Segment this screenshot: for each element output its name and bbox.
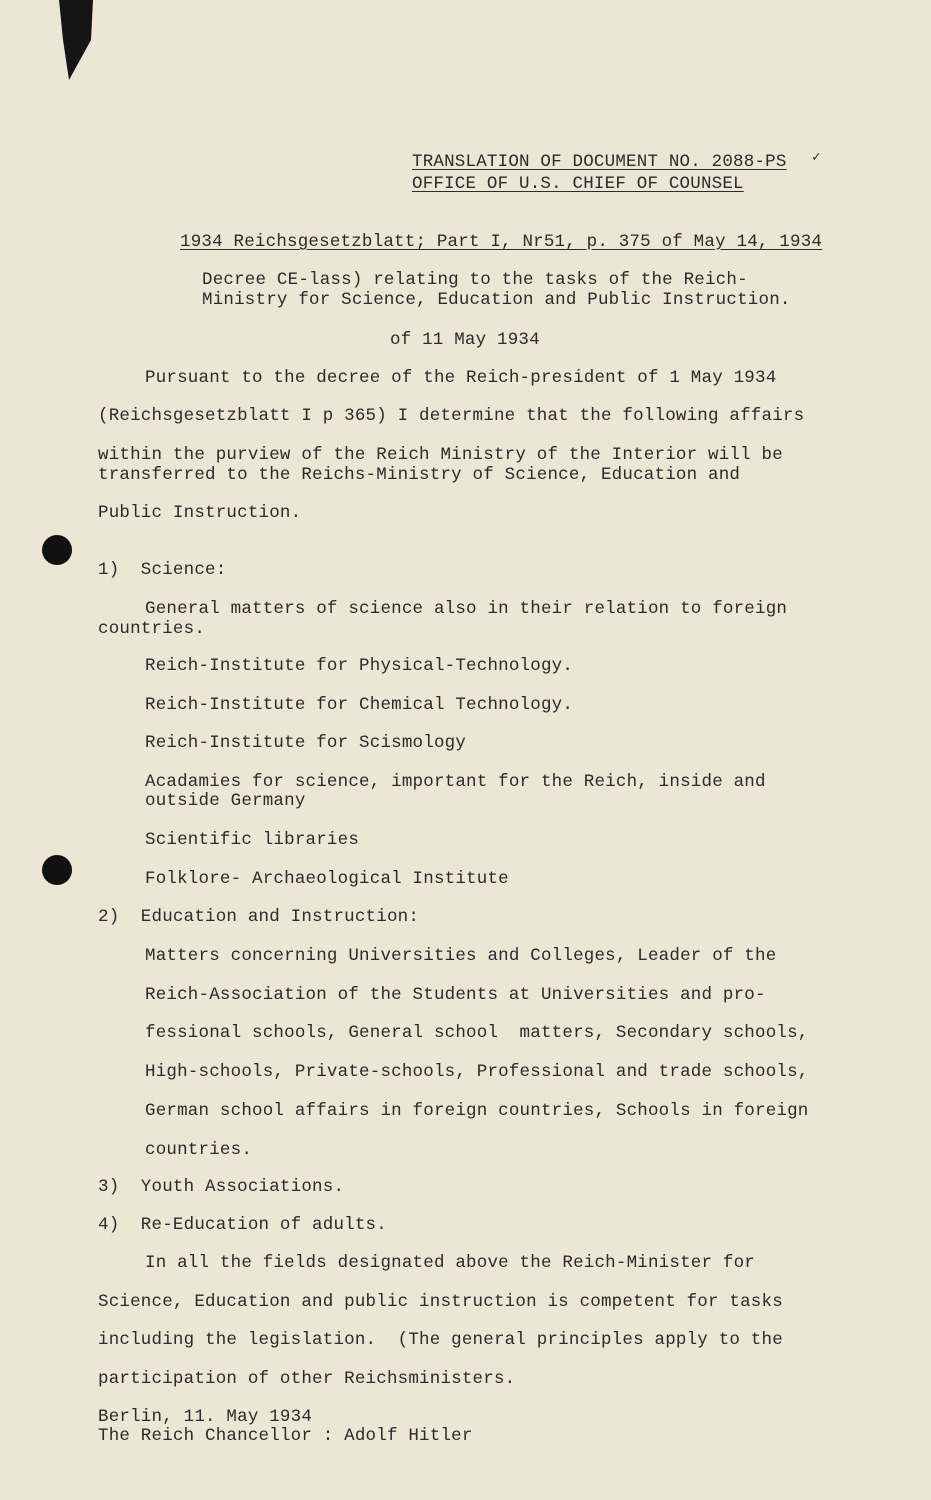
- science-general-line1: General matters of science also in their relation to foreign: [145, 599, 788, 619]
- closing-line-3: including the legislation. (The general principles apply to the: [98, 1330, 783, 1350]
- science-academies-line1: Acadamies for science, important for the Reich, inside and: [145, 772, 766, 792]
- header-translation-line: TRANSLATION OF DOCUMENT NO. 2088-PS: [412, 152, 787, 172]
- section-3-youth: 3) Youth Associations.: [98, 1177, 345, 1197]
- intro-line-1: Pursuant to the decree of the Reich-president of 1 May 1934: [145, 368, 777, 388]
- section-2-heading: 2) Education and Instruction:: [98, 907, 420, 927]
- punch-hole-bottom: [42, 855, 72, 885]
- closing-line-2: Science, Education and public instruction is competent for tasks: [98, 1292, 783, 1312]
- intro-line-5: Public Instruction.: [98, 503, 302, 523]
- section-1-heading: 1) Science:: [98, 560, 227, 580]
- education-line-5: German school affairs in foreign countries, Schools in foreign: [145, 1101, 809, 1121]
- science-item-physical: Reich-Institute for Physical-Technology.: [145, 656, 574, 676]
- science-item-seismology: Reich-Institute for Scismology: [145, 733, 467, 753]
- education-line-2: Reich-Association of the Students at Universities and pro-: [145, 985, 766, 1005]
- closing-line-4: participation of other Reichsministers.: [98, 1369, 516, 1389]
- decree-title-line2: Ministry for Science, Education and Public Instruction.: [202, 290, 791, 310]
- science-general-line2: countries.: [98, 619, 206, 639]
- signature-place-date: Berlin, 11. May 1934: [98, 1407, 313, 1427]
- education-line-6: countries.: [145, 1140, 253, 1160]
- signature-signer: The Reich Chancellor : Adolf Hitler: [98, 1426, 473, 1446]
- science-academies-line2: outside Germany: [145, 791, 306, 811]
- science-libraries: Scientific libraries: [145, 830, 360, 850]
- education-line-1: Matters concerning Universities and Colleges, Leader of the: [145, 946, 777, 966]
- decree-date: of 11 May 1934: [390, 330, 540, 350]
- citation-line: 1934 Reichsgesetzblatt; Part I, Nr51, p. 375 of May 14, 1934: [180, 232, 823, 252]
- intro-line-4: transferred to the Reichs-Ministry of Science, Education and: [98, 465, 741, 485]
- closing-line-1: In all the fields designated above the Reich-Minister for: [145, 1253, 755, 1273]
- science-folklore: Folklore- Archaeological Institute: [145, 869, 509, 889]
- education-line-3: fessional schools, General school matters, Secondary schools,: [145, 1023, 809, 1043]
- intro-line-2: (Reichsgesetzblatt I p 365) I determine that the following affairs: [98, 406, 805, 426]
- checkmark-icon: ✓: [812, 150, 821, 166]
- header-office-line: OFFICE OF U.S. CHIEF OF COUNSEL: [412, 174, 744, 194]
- education-line-4: High-schools, Private-schools, Professional and trade schools,: [145, 1062, 809, 1082]
- intro-line-3: within the purview of the Reich Ministry of the Interior will be: [98, 445, 783, 465]
- punch-hole-top: [42, 535, 72, 565]
- science-item-chemical: Reich-Institute for Chemical Technology.: [145, 695, 574, 715]
- section-4-adults: 4) Re-Education of adults.: [98, 1215, 387, 1235]
- corner-tab-mark: [55, 0, 95, 85]
- decree-title-line1: Decree CE-lass) relating to the tasks of the Reich-: [202, 270, 748, 290]
